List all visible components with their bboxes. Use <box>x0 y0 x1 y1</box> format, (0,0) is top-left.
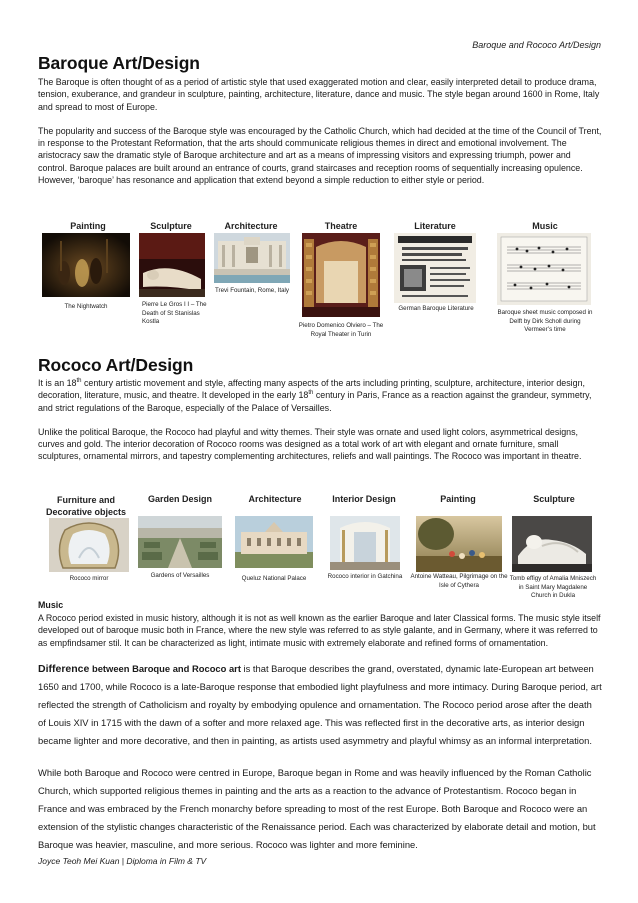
trevi-fountain-image <box>214 233 290 283</box>
caption-royal-theater-turin: Pietro Domenico Olviero – The Royal Theater in Turin <box>298 322 384 338</box>
rococo-para-2: Unlike the political Baroque, the Rococo had playful and witty themes. Their style was ornate and used light colors, asymmetrical designs, curves and gold. The interior decoration of Rococo rooms was designed as a total work of art with elegant and ornate furniture, small sculptures, ornamental mirrors, and tapestry complementing architectures, reliefs and wall paintings. The Rococo was important in theatre. <box>38 426 582 462</box>
nightwatch-image <box>42 233 130 297</box>
death-of-st-stanislas-image <box>139 233 205 297</box>
difference-lead-rest: between Baroque and Rococo art <box>89 663 241 674</box>
royal-theater-turin-image <box>302 233 380 317</box>
baroque-cat-literature: Literature <box>414 221 456 231</box>
baroque-para-2: The popularity and success of the Baroque style was encouraged by the Catholic Church, which had decided at the time of the Council of Trent, in response to the Protestant Reformation, that the arts should communicate religious themes in direct and emotional involvement. The aristocracy saw the dramatic style of Baroque architecture and art as a means of impressing visitors and expressing triumph, power and control. Baroque palaces are built around an entrance of courts, grand staircases and reception rooms of sequentially increasing opulence. <box>38 125 602 173</box>
caption-queluz-palace: Queluz National Palace <box>241 575 307 582</box>
caption-tomb-effigy: Tomb effigy of Amalia Mniszech in Saint Mary Magdalene Church in Dukla <box>509 575 597 599</box>
superscript-th: th <box>76 378 82 385</box>
difference-lead: Difference <box>38 663 90 675</box>
tomb-effigy-amalia-image <box>512 516 592 572</box>
caption-gardens-of-versailles: Gardens of Versailles <box>150 572 210 579</box>
rococo-intro <box>38 377 602 463</box>
difference-paragraph-1 <box>38 660 602 750</box>
caption-watteau: Antoine Watteau, Pilgrimage on the Isle of Cythera <box>410 573 508 589</box>
caption-gatchina-interior: Rococo interior in Gatchina <box>327 573 403 580</box>
caption-rococo-mirror: Rococo mirror <box>69 575 109 582</box>
baroque-cat-painting: Painting <box>70 221 106 231</box>
german-baroque-literature-image <box>394 233 476 303</box>
rococo-para-1-c: century in Paris, France as a reaction against the grandeur, symmetry, and strict regulations of the Baroque, especially of the Palace of Versailles. <box>38 390 592 413</box>
music-heading: Music <box>38 600 64 610</box>
rococo-interior-gatchina-image <box>330 516 400 570</box>
running-header: Baroque and Rococo Art/Design <box>472 40 601 50</box>
rococo-cat-painting: Painting <box>440 494 476 504</box>
rococo-cat-sculpture: Sculpture <box>533 494 575 504</box>
rococo-para-1 <box>38 377 602 414</box>
baroque-sheet-music-image <box>497 233 591 305</box>
difference-paragraph-2: While both Baroque and Rococo were centred in Europe, Baroque began in Rome and was heavily influenced by the Roman Catholic Church, which supported religious themes in painting and the arts as a reaction to the advance of Protestantism. Rococo began in France and was embraced by the French monarchy before spreading to most of the rest Europe. Both Baroque and Rococo were an extension of the stylistic changes characteristic of the Renaissance period. Each was characterized by elaborate detail and motion, but Baroque was heavier, masculine, and more serious. Rococo was lighter and more feminine. <box>38 767 596 850</box>
rococo-mirror-image <box>49 518 129 572</box>
baroque-cat-architecture: Architecture <box>224 221 278 231</box>
baroque-cat-theatre: Theatre <box>324 221 358 231</box>
watteau-pilgrimage-image <box>416 516 502 572</box>
rococo-title: Rococo Art/Design <box>38 355 194 375</box>
rococo-cat-garden-design: Garden Design <box>147 494 212 504</box>
rococo-para-1-b: century artistic movement and style, affecting many aspects of the arts including printing, sculpture, architecture, interior design, decoration, literature, music, and theatre. It developed in the early 18 <box>38 378 585 401</box>
caption-trevi-fountain: Trevi Fountain, Rome, Italy <box>214 287 290 294</box>
baroque-intro <box>38 76 602 186</box>
superscript-th: th <box>308 390 314 397</box>
baroque-cat-sculpture: Sculpture <box>150 221 192 231</box>
page-footer: Joyce Teoh Mei Kuan | Diploma in Film & TV <box>38 856 207 866</box>
queluz-national-palace-image <box>235 516 313 568</box>
music-paragraph: A Rococo period existed in music history, although it is not as well known as the earlier Baroque and later Classical forms. The music style itself developed out of baroque music both in France, where the new style was referred to as style galante, and in Germany, where it was referred to as empfindsamer stil. It can be characterized as light, intimate music with extremely elaborate and refined forms of ornamentation. <box>38 613 601 648</box>
gardens-of-versailles-image <box>138 516 222 568</box>
caption-nightwatch: The Nightwatch <box>64 303 108 310</box>
rococo-cat-architecture: Architecture <box>248 494 302 504</box>
caption-baroque-sheet-music: Baroque sheet music composed in Delft by Dirk Scholl during Vermeer’s time <box>497 309 593 333</box>
baroque-para-1: The Baroque is often thought of as a period of artistic style that used exaggerated motion and clear, easily interpreted detail to produce drama, tension, exuberance, and grandeur in sculpture, painting, architecture, literature, dance and music. The style began around 1600 in Rome, Italy and spread to most of Europe. <box>38 77 600 112</box>
baroque-title: Baroque Art/Design <box>38 53 200 73</box>
baroque-cat-music: Music <box>532 221 558 231</box>
baroque-para-3: However, ‘baroque’ has resonance and application that extend beyond a simple reduction to either style or period. <box>38 175 485 186</box>
rococo-para-1-a: It is an 18 <box>38 378 77 388</box>
rococo-cat-furniture: Furniture and Decorative objects <box>45 495 127 517</box>
rococo-cat-interior-design: Interior Design <box>332 494 396 504</box>
caption-death-of-st-stanislas: Pierre Le Gros I I – The Death of St Stanislas Kostla <box>142 301 207 325</box>
caption-german-baroque-literature: German Baroque Literature <box>398 305 474 312</box>
difference-text-1: is that Baroque describes the grand, overstated, dynamic late-European art between 1650 and 1700, while Rococo is a late-Baroque response that embodied light playfulness and more intimacy. During Baroque period, art reflected the strength of Catholicism and royalty by embodying opulence and ornamentation. The Rococo period arose after the death of Louis XIV in 1715 with the dawn of a softer and more relaxed age. This was reflected first in the decorative arts, as interior design became lighter and more decorative, and then in painting, as artists used asymmetry and playful whimsy as an informal interpretation. <box>38 663 602 746</box>
